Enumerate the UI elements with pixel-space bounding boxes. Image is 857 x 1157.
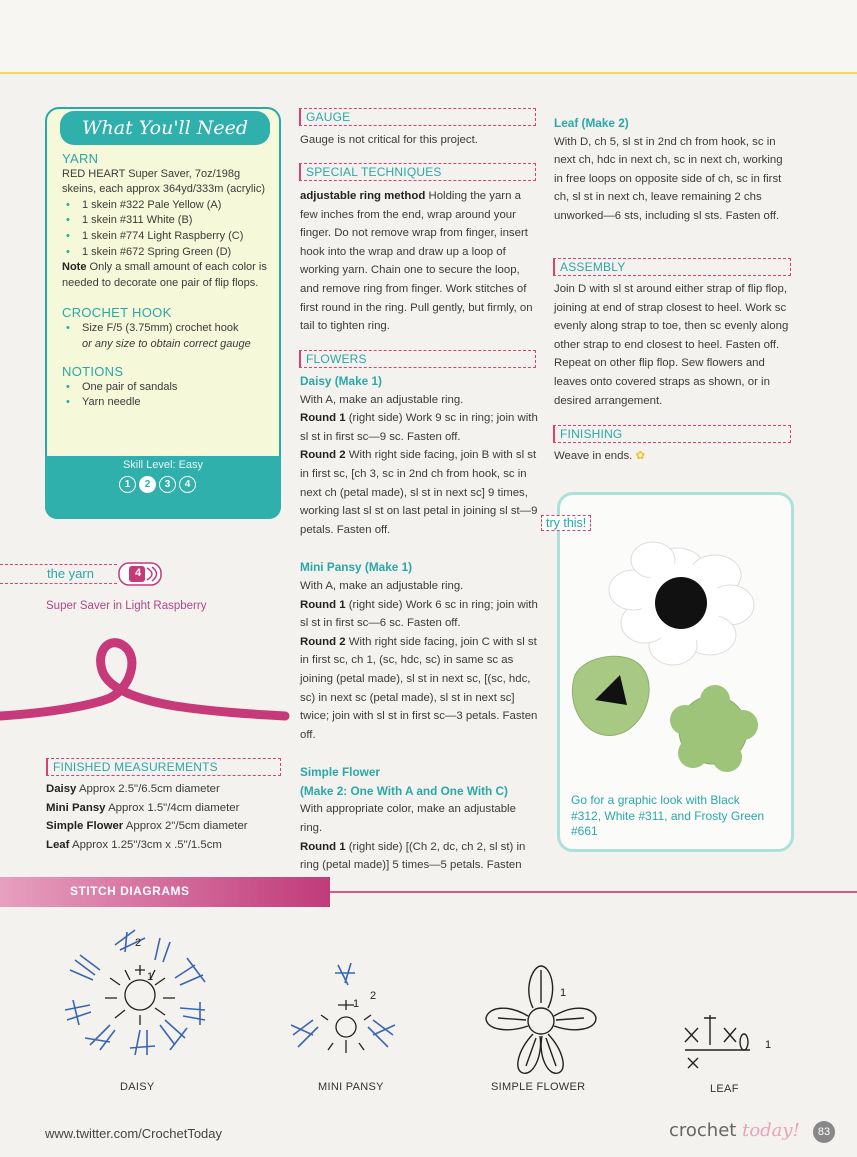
skill-circle: 3	[159, 476, 176, 493]
item-name: Leaf	[46, 838, 70, 851]
mini-pansy-diagram	[283, 955, 413, 1075]
brand-word-1: crochet	[669, 1120, 737, 1141]
try-this-caption: Go for a graphic look with Black #312, White #311, and Frosty Green #661	[571, 793, 765, 838]
materials-title: What You'll Need	[60, 111, 270, 145]
daisy-round-2-label: 2	[135, 937, 142, 949]
brand-word-2: today!	[742, 1120, 800, 1141]
round-label: Round 2	[300, 635, 346, 648]
list-item: • 1 skein #672 Spring Green (D)	[62, 245, 274, 261]
yarn-list	[62, 198, 274, 260]
round-text: (right side) Work 6 sc in ring; join with sl st in first sc—6 sc. Fasten off.	[300, 598, 538, 630]
item-value: Approx 2"/5cm diameter	[125, 820, 248, 833]
list-item	[46, 836, 291, 855]
pansy-intro: With A, make an adjustable ring.	[300, 579, 464, 592]
pansy-round-2	[300, 633, 538, 745]
simple-flower-diagram	[478, 958, 608, 1078]
assembly-header	[553, 258, 791, 276]
section-title: ASSEMBLY	[560, 260, 626, 274]
yarn-heading: YARN	[62, 151, 99, 166]
hook-size: Size F/5 (3.75mm) crochet hook	[82, 321, 239, 334]
flowers-photo	[565, 505, 790, 785]
skill-circle: 1	[119, 476, 136, 493]
mini-pansy-diagram-label: MINI PANSY	[318, 1081, 384, 1093]
brand-logo	[669, 1120, 800, 1141]
daisy-diagram	[55, 920, 225, 1070]
item-name: Mini Pansy	[46, 801, 106, 814]
list-item	[46, 799, 291, 818]
simple-flower-diagram-label: SIMPLE FLOWER	[491, 1081, 586, 1093]
banner-rule	[330, 891, 857, 893]
simple-title: Simple Flower	[300, 765, 380, 780]
item-name: Simple Flower	[46, 820, 124, 833]
pansy-round-2-label: 2	[370, 990, 377, 1002]
yarn-label: the yarn	[47, 566, 94, 581]
item-value: Approx 1.5"/4cm diameter	[108, 801, 240, 814]
daisy-diagram-label: DAISY	[120, 1081, 155, 1093]
section-title: GAUGE	[306, 110, 351, 124]
flowers-text	[300, 372, 538, 893]
finishing-header	[553, 425, 791, 443]
footer-twitter-link[interactable]: www.twitter.com/CrochetToday	[45, 1126, 223, 1141]
leaf-diagram-label: LEAF	[710, 1083, 739, 1095]
daisy-title: Daisy (Make 1)	[300, 374, 382, 388]
list-item: • 1 skein #774 Light Raspberry (C)	[62, 229, 274, 245]
section-title: FINISHED MEASUREMENTS	[53, 760, 218, 774]
hook-alt: or any size to obtain correct gauge	[82, 337, 251, 350]
hook-heading: CROCHET HOOK	[62, 305, 172, 321]
daisy-round-2	[300, 446, 538, 539]
technique-body: Holding the yarn a few inches from the end, wrap around your finger. Do not remove wrap from finger, insert hook into the wrap and draw up a loop of working yarn. Chain one to secure the loop, and remove ring from finger. Work stitches of first round in the ring. Pull gently, but firmly, on tail to tighten ring.	[300, 190, 533, 333]
top-band	[0, 0, 857, 74]
daisy-round-1	[300, 409, 538, 446]
green-flower-image	[670, 685, 758, 772]
gauge-text: Gauge is not critical for this project.	[300, 134, 478, 146]
round-label: Round 2	[300, 449, 346, 462]
pansy-round-1	[300, 596, 538, 633]
materials-content	[62, 151, 274, 411]
yarn-strand-image	[0, 622, 290, 722]
assembly-text: Join D with sl st around either strap of flip flop, joining at end of strap closest to heel. Work sc evenly along strap to toe, then sc evenly along other strap to end closest to heel. Fasten off. Repeat on other flip flop. Sew flowers and leaves onto covered straps as shown, or in desired arrangement.	[554, 283, 789, 407]
round-text: (right side) [(Ch 2, dc, ch 2, sl st) in ring (petal made)] 5 times—5 petals. Fasten	[300, 840, 526, 872]
white-daisy-image	[609, 542, 754, 665]
leaf-text	[554, 114, 790, 226]
skill-level-bar	[45, 456, 281, 519]
finishing-body: Weave in ends.	[554, 450, 633, 462]
list-item	[46, 817, 291, 836]
section-title: SPECIAL TECHNIQUES	[306, 165, 442, 179]
section-title: FLOWERS	[306, 352, 367, 366]
list-item: • Yarn needle	[62, 395, 274, 411]
skill-circle-active: 2	[139, 476, 156, 493]
leaf-diagram	[680, 1010, 780, 1080]
hook-list	[62, 321, 274, 352]
end-mark-icon: ✿	[635, 450, 646, 462]
skill-circle: 4	[179, 476, 196, 493]
section-title: FINISHING	[560, 427, 623, 441]
item-value: Approx 2.5"/6.5cm diameter	[78, 783, 220, 795]
yarn-weight-number: 4	[134, 567, 142, 579]
notions-heading: NOTIONS	[62, 364, 124, 380]
flowers-header	[299, 350, 536, 368]
round-text: With right side facing, join C with sl st in first sc, ch 1, (sc, hdc, sc) in same sc as joining (petal made), sl st in next sc, [(sc, hdc, sc) in next sc (petal made), sl st in next sc] twice; join with sl st in first sc—3 petals. Fasten off.	[300, 635, 538, 741]
note	[62, 260, 274, 291]
leaf-round-label: 1	[765, 1039, 772, 1051]
green-pansy-image	[572, 656, 649, 735]
pansy-round-1-label: 1	[353, 998, 360, 1010]
gauge-header	[299, 108, 536, 126]
skill-circles	[119, 476, 196, 493]
round-label: Round 1	[300, 412, 346, 425]
list-item: • One pair of sandals	[62, 380, 274, 396]
page-number: 83	[813, 1121, 835, 1143]
list-item: • 1 skein #322 Pale Yellow (A)	[62, 198, 274, 214]
round-text: With right side facing, join B with sl st in first sc, [ch 3, sc in 2nd ch from hook, sc in next ch (petal made), sl st in next sc] 9 times, working last sl st on last petal in joining sl st—9 petals. Fasten off.	[300, 449, 538, 536]
daisy-intro: With A, make an adjustable ring.	[300, 393, 464, 406]
list-item	[46, 780, 291, 799]
note-label: Note	[62, 261, 87, 274]
banner-title: STITCH DIAGRAMS	[70, 884, 190, 898]
round-label: Round 1	[300, 598, 346, 611]
stitch-diagrams-banner	[0, 877, 857, 907]
try-this-label: try this!	[541, 515, 591, 531]
notions-list	[62, 380, 274, 411]
round-label: Round 1	[300, 840, 346, 853]
list-item	[62, 321, 274, 352]
yarn-name: Super Saver in Light Raspberry	[46, 600, 207, 612]
list-item: • 1 skein #311 White (B)	[62, 213, 274, 229]
measurements-list	[46, 780, 291, 854]
skill-label: Skill Level: Easy	[122, 459, 204, 471]
techniques-header	[299, 163, 536, 181]
leaf-title: Leaf (Make 2)	[554, 116, 629, 130]
item-name: Daisy	[46, 783, 77, 795]
yarn-label-box	[0, 564, 117, 584]
yarn-description: RED HEART Super Saver, 7oz/198g skeins, each approx 364yd/333m (acrylic)	[62, 167, 265, 196]
pansy-title: Mini Pansy (Make 1)	[300, 560, 413, 575]
leaf-body: With D, ch 5, sl st in 2nd ch from hook, sc in next ch, hdc in next ch, sc in next ch, working in free loops on opposite side of ch, sc in first ch, sl st in next ch, leave remaining 2 chs unworked—6 sts, including sl sts. Fasten off.	[554, 135, 783, 222]
note-text: Only a small amount of each color is needed to decorate one pair of flip flops.	[62, 261, 267, 289]
round-text: (right side) Work 9 sc in ring; join with sl st in first sc—9 sc. Fasten off.	[300, 412, 538, 443]
simple-intro: With appropriate color, make an adjustable ring.	[300, 803, 516, 835]
technique-term: adjustable ring method	[300, 190, 426, 202]
finishing-text	[554, 447, 790, 466]
daisy-round-1-label: 1	[147, 971, 154, 983]
simple-round-label: 1	[560, 987, 567, 999]
item-value: Approx 1.25"/3cm x .5"/1.5cm	[71, 838, 222, 851]
techniques-text	[300, 187, 535, 336]
measurements-header	[46, 758, 281, 776]
simple-subtitle: (Make 2: One With A and One With C)	[300, 783, 508, 798]
